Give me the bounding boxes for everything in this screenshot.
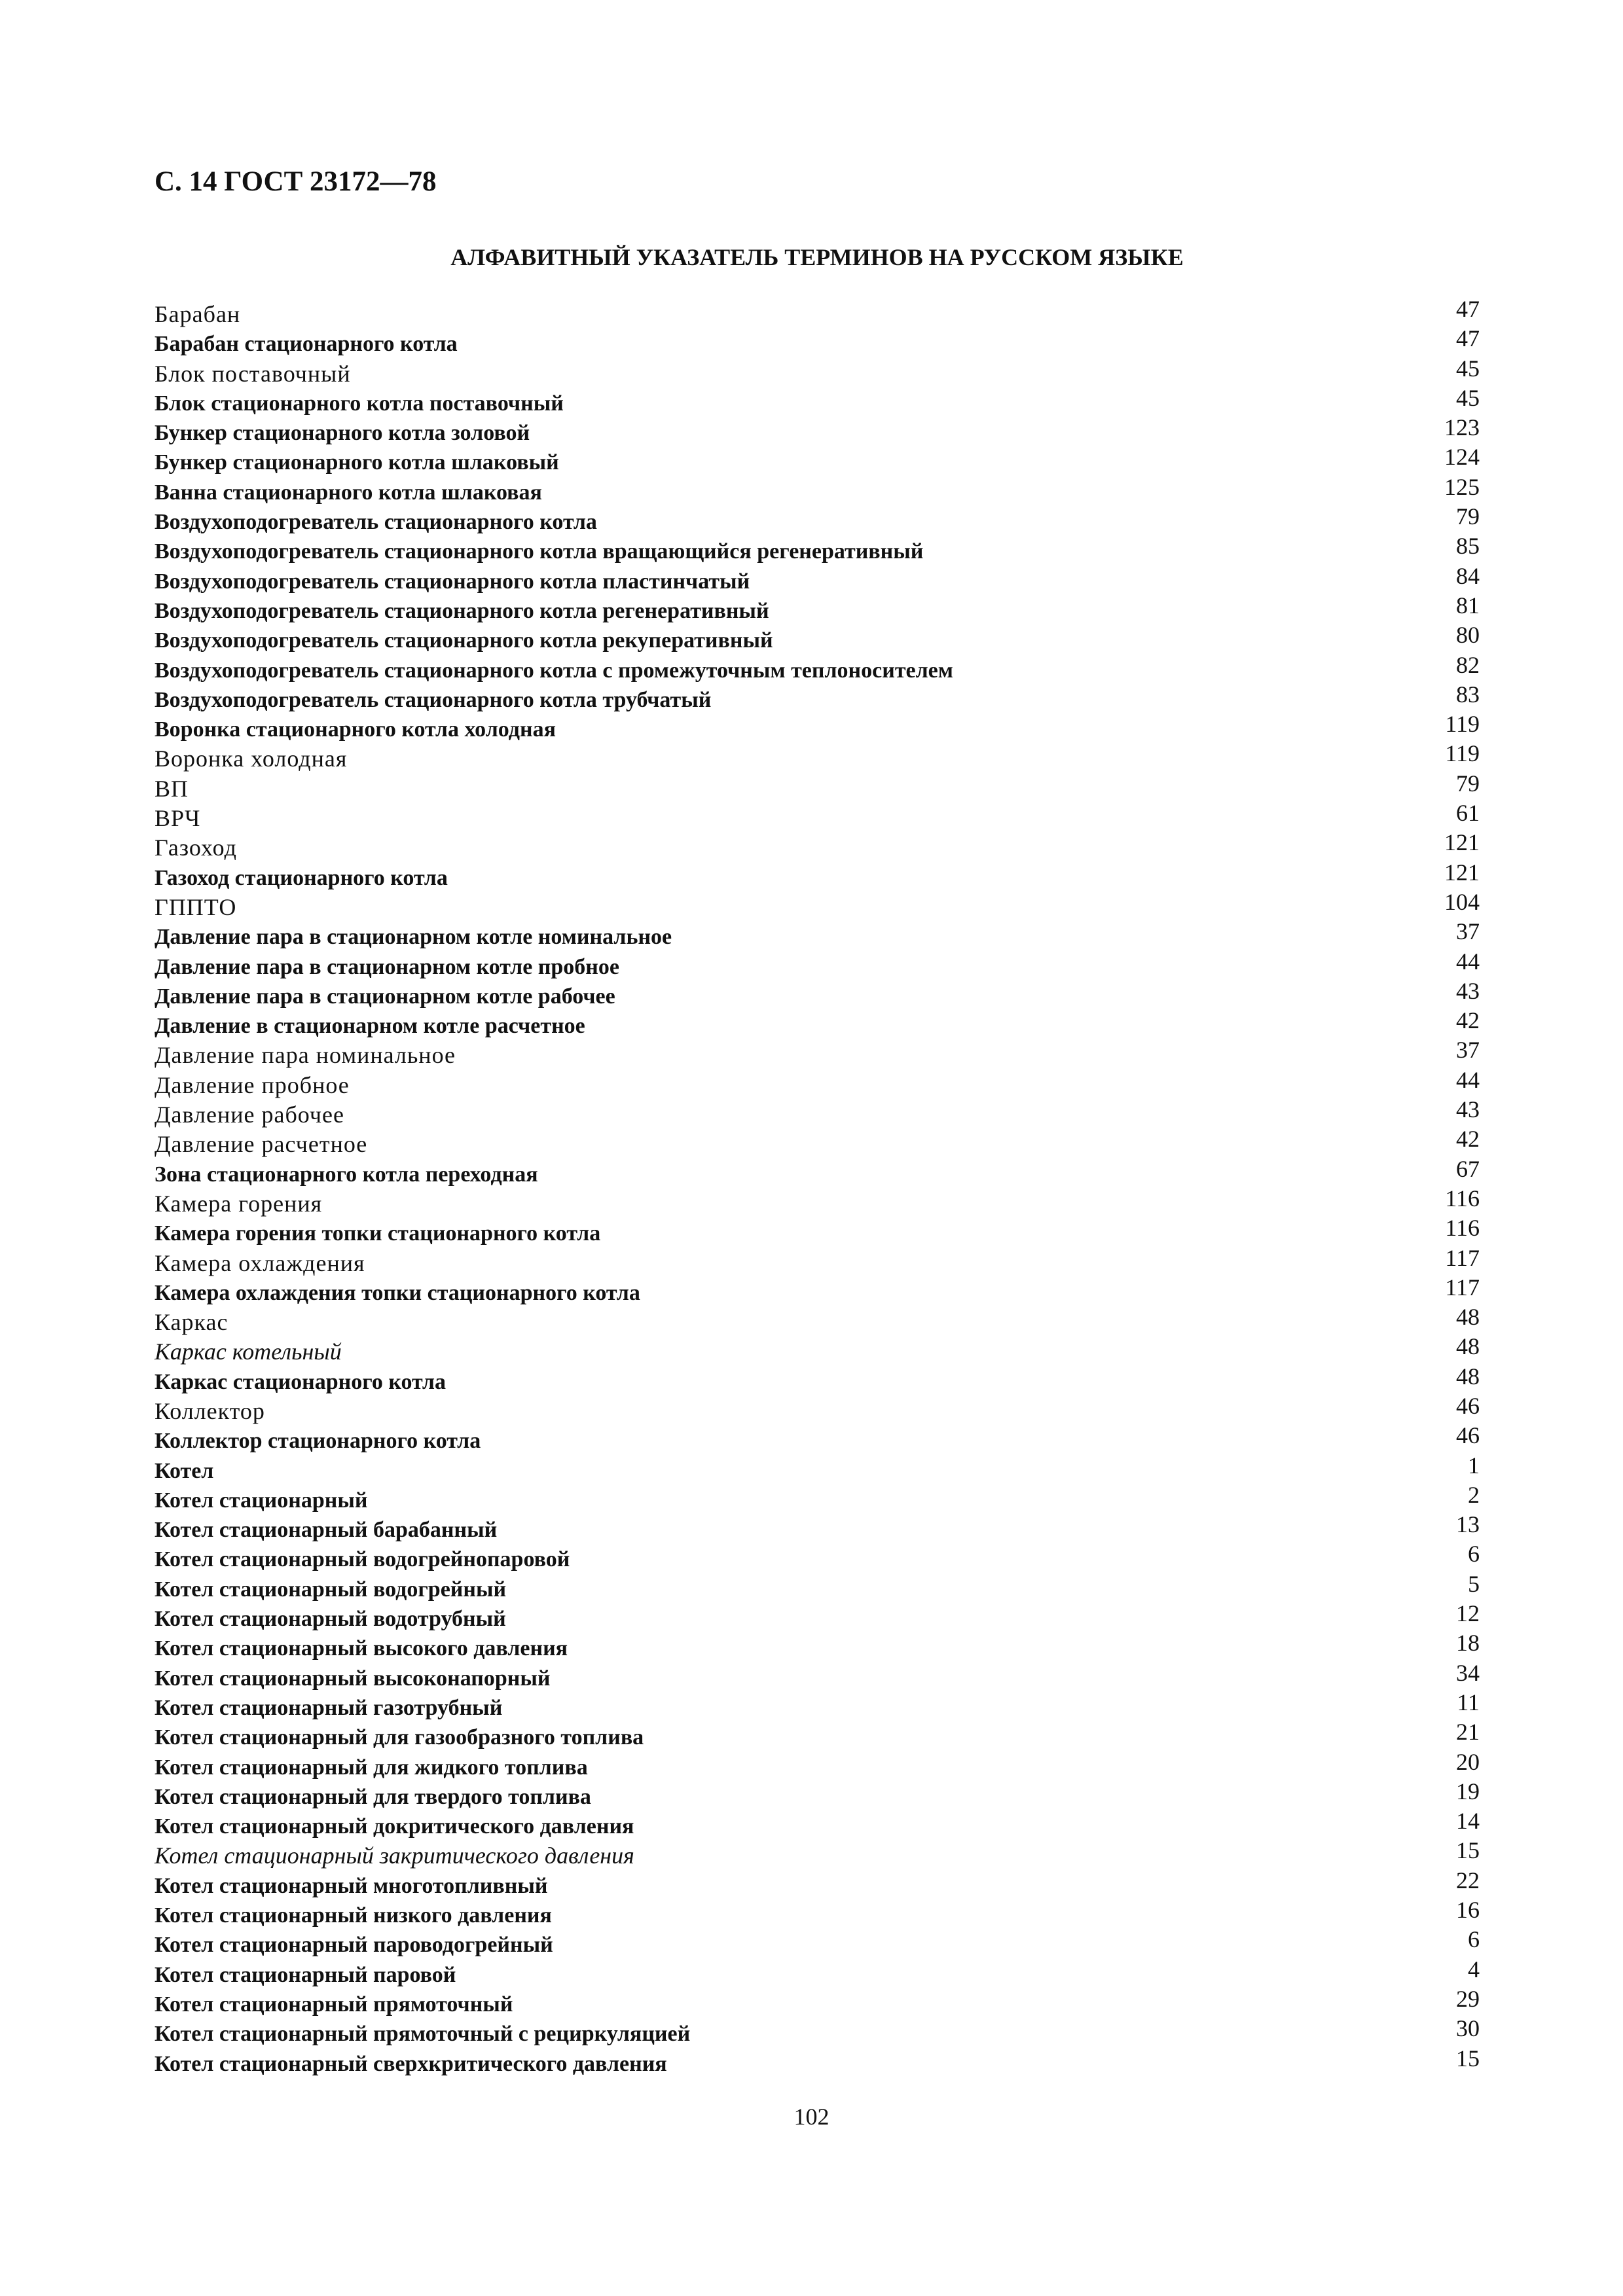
index-entry [155,800,1480,833]
index-term: Котел стационарный барабанный [155,1518,498,1543]
index-term: Котел [155,1458,214,1483]
index-entry [155,1511,1480,1545]
index-term: ВРЧ [155,805,201,832]
index-entry [155,1897,1480,1930]
index-page-ref: 117 [1445,1274,1480,1300]
index-entry [155,859,1480,893]
index-term: Котел стационарный водогрейный [155,1577,507,1602]
index-page-ref: 16 [1456,1897,1480,1924]
index-page-ref: 43 [1456,1096,1480,1123]
index-page-ref: 67 [1456,1155,1480,1182]
index-page-ref: 5 [1468,1570,1480,1597]
index-entry [155,562,1480,596]
index-term: Давление расчетное [155,1131,368,1158]
index-entry [155,948,1480,982]
index-term: Котел стационарный газотрубный [155,1695,503,1720]
index-page-ref: 48 [1456,1333,1480,1360]
index-term: Камера горения топки стационарного котла [155,1221,601,1246]
index-page-ref: 15 [1456,2045,1480,2072]
index-page-ref: 42 [1456,1126,1480,1153]
index-term: Каркас стационарного котла [155,1369,446,1394]
index-term: Газоход [155,834,237,861]
index-page-ref: 18 [1456,1630,1480,1657]
index-page-ref: 125 [1444,473,1480,500]
index-entry [155,1985,1480,2019]
index-page-ref: 15 [1456,1837,1480,1864]
index-term: Воронка холодная [155,745,348,772]
index-page-ref: 82 [1456,651,1480,678]
index-page-ref: 21 [1456,1719,1480,1746]
index-page-ref: 19 [1456,1778,1480,1804]
index-term: Давление пара в стационарном котле номинальное [155,925,672,950]
index-entry [155,1659,1480,1693]
index-page-ref: 123 [1444,414,1480,441]
index-page-ref: 1 [1468,1452,1480,1479]
index-page-ref: 83 [1456,681,1480,708]
index-entry [155,2045,1480,2079]
index-term: Котел стационарный высоконапорный [155,1666,551,1691]
index-term: Котел стационарный водотрубный [155,1607,506,1632]
index-term: Зона стационарного котла переходная [155,1162,538,1187]
index-page-ref: 6 [1468,1541,1480,1568]
index-page-ref: 22 [1456,1867,1480,1893]
index-page-ref: 121 [1444,859,1480,886]
index-term: Котел стационарный пароводогрейный [155,1933,553,1958]
index-term: Давление пара в стационарном котле пробное [155,954,619,979]
index-entry [155,1392,1480,1426]
index-entry [155,681,1480,715]
index-page-ref: 43 [1456,977,1480,1004]
index-entry [155,2015,1480,2049]
index-term: Давление рабочее [155,1102,344,1128]
index-entry [155,1452,1480,1486]
index-entry [155,384,1480,418]
index-entry [155,1570,1480,1604]
index-entry [155,1541,1480,1574]
index-page-ref: 44 [1456,1066,1480,1093]
index-page-ref: 37 [1456,1037,1480,1064]
index-term: Котел стационарный низкого давления [155,1903,552,1928]
index-term: Котел стационарный многотопливный [155,1873,548,1898]
index-term: Котел стационарный для газообразного топлива [155,1725,644,1750]
index-page-ref: 46 [1456,1392,1480,1419]
index-term: Блок стационарного котла поставочный [155,391,564,416]
index-term: Барабан стационарного котла [155,332,458,357]
index-entry [155,1689,1480,1723]
index-term: Котел стационарный прямоточный с рециркуляцией [155,2022,691,2047]
index-entry [155,1748,1480,1782]
index-page-ref: 81 [1456,592,1480,619]
index-page-ref: 6 [1468,1926,1480,1953]
index-page-ref: 14 [1456,1808,1480,1835]
index-term: Камера охлаждения [155,1249,365,1276]
index-page-ref: 12 [1456,1600,1480,1627]
index-entry [155,1126,1480,1159]
index-entry [155,829,1480,863]
index-term: Котел стационарный для твердого топлива [155,1784,591,1809]
index-title: АЛФАВИТНЫЙ УКАЗАТЕЛЬ ТЕРМИНОВ НА РУССКОМ ЯЗЫКЕ [450,244,1184,270]
term-index-list [155,296,1480,2079]
index-term: Бункер стационарного котла золовой [155,421,530,446]
index-entry [155,888,1480,922]
index-page-ref: 48 [1456,1363,1480,1390]
index-page-ref: 79 [1456,503,1480,530]
index-entry [155,1096,1480,1130]
index-entry [155,918,1480,952]
index-page-ref: 44 [1456,948,1480,975]
index-entry [155,592,1480,626]
index-entry [155,1630,1480,1663]
index-entry [155,977,1480,1011]
index-page-ref: 47 [1456,325,1480,352]
index-page-ref: 30 [1456,2015,1480,2042]
index-entry [155,1274,1480,1308]
index-page-ref: 79 [1456,770,1480,797]
index-page-ref: 119 [1445,711,1480,738]
index-entry [155,1600,1480,1634]
index-term: Котел стационарный прямоточный [155,1992,513,2017]
index-entry [155,473,1480,507]
index-term: Воздухоподогреватель стационарного котла регенеративный [155,598,769,623]
index-term: Котел стационарный водогрейнопаровой [155,1547,570,1572]
index-term: Камера охлаждения топки стационарного котла [155,1280,640,1305]
index-page-ref: 48 [1456,1304,1480,1331]
index-term: Каркас [155,1309,228,1336]
index-term: Коллектор [155,1397,265,1424]
index-entry [155,1244,1480,1278]
index-term: ВП [155,775,189,802]
index-entry [155,1837,1480,1871]
index-page-ref: 46 [1456,1422,1480,1449]
index-term: Котел стационарный докритического давления [155,1814,634,1839]
index-entry [155,1808,1480,1841]
index-term: Котел стационарный для жидкого топлива [155,1755,588,1780]
index-page-ref: 116 [1445,1215,1480,1242]
index-term: Блок поставочный [155,360,351,387]
index-entry [155,503,1480,537]
index-page-ref: 34 [1456,1659,1480,1686]
index-entry [155,1778,1480,1812]
index-entry [155,1363,1480,1397]
index-entry [155,1333,1480,1367]
index-term: Камера горения [155,1190,323,1217]
index-page-ref: 124 [1444,444,1480,471]
index-entry [155,444,1480,477]
index-term: Барабан [155,301,241,327]
index-page-ref: 45 [1456,355,1480,382]
index-page-ref: 119 [1445,740,1480,767]
index-page-ref: 61 [1456,800,1480,827]
index-term: Коллектор стационарного котла [155,1429,481,1454]
index-page-ref: 4 [1468,1956,1480,1982]
index-page-ref: 84 [1456,562,1480,589]
index-term: Воздухоподогреватель стационарного котла вращающийся регенеративный [155,539,924,564]
index-entry [155,1422,1480,1456]
index-entry [155,1185,1480,1219]
index-entry [155,1155,1480,1189]
index-page-ref: 116 [1445,1185,1480,1211]
index-page-ref: 20 [1456,1748,1480,1775]
index-entry [155,770,1480,804]
index-term: Воздухоподогреватель стационарного котла пластинчатый [155,569,750,594]
index-page-ref: 13 [1456,1511,1480,1538]
index-page-ref: 37 [1456,918,1480,945]
index-entry [155,325,1480,359]
index-page-ref: 47 [1456,296,1480,322]
index-term: Давление пара в стационарном котле рабочее [155,984,615,1009]
index-term: Котел стационарный высокого давления [155,1636,568,1661]
index-entry [155,414,1480,448]
index-term: Давление в стационарном котле расчетное [155,1014,585,1039]
index-page-ref: 45 [1456,384,1480,411]
index-term: Воздухоподогреватель стационарного котла [155,510,597,535]
index-entry [155,1956,1480,1990]
index-page-ref: 85 [1456,533,1480,560]
page-header: С. 14 ГОСТ 23172—78 [155,166,437,197]
index-term: Газоход стационарного котла [155,865,448,890]
page-number: 102 [793,2104,830,2130]
index-term: Каркас котельный [155,1338,342,1365]
index-term: Воздухоподогреватель стационарного котла трубчатый [155,687,712,712]
index-term: Котел стационарный сверхкритического давления [155,2051,667,2076]
index-page-ref: 29 [1456,1985,1480,2012]
index-term: Котел стационарный паровой [155,1962,456,1987]
index-entry [155,740,1480,774]
index-entry [155,355,1480,389]
index-term: ГППТО [155,893,237,920]
index-entry [155,711,1480,744]
index-term: Воронка стационарного котла холодная [155,717,556,742]
index-entry [155,1719,1480,1752]
index-entry [155,1215,1480,1248]
index-entry [155,533,1480,566]
index-term: Воздухоподогреватель стационарного котла с промежуточным теплоносителем [155,658,953,683]
index-page-ref: 117 [1445,1244,1480,1271]
index-entry [155,296,1480,329]
index-entry [155,1304,1480,1337]
index-term: Воздухоподогреватель стационарного котла рекуперативный [155,628,773,653]
index-term: Давление пробное [155,1071,350,1098]
index-entry [155,1066,1480,1100]
index-term: Давление пара номинальное [155,1042,456,1069]
index-page-ref: 80 [1456,622,1480,649]
index-page-ref: 104 [1444,888,1480,915]
index-entry [155,1481,1480,1515]
index-term: Котел стационарный [155,1488,368,1513]
index-page-ref: 42 [1456,1007,1480,1034]
index-entry [155,651,1480,685]
index-page-ref: 2 [1468,1481,1480,1508]
index-entry [155,622,1480,655]
index-term: Ванна стационарного котла шлаковая [155,480,542,505]
index-entry [155,1867,1480,1901]
index-page-ref: 121 [1444,829,1480,856]
index-term: Бункер стационарного котла шлаковый [155,450,559,475]
index-entry [155,1926,1480,1960]
index-term: Котел стационарный закритического давления [155,1842,634,1869]
index-entry [155,1007,1480,1041]
index-page-ref: 11 [1457,1689,1480,1715]
index-entry [155,1037,1480,1070]
